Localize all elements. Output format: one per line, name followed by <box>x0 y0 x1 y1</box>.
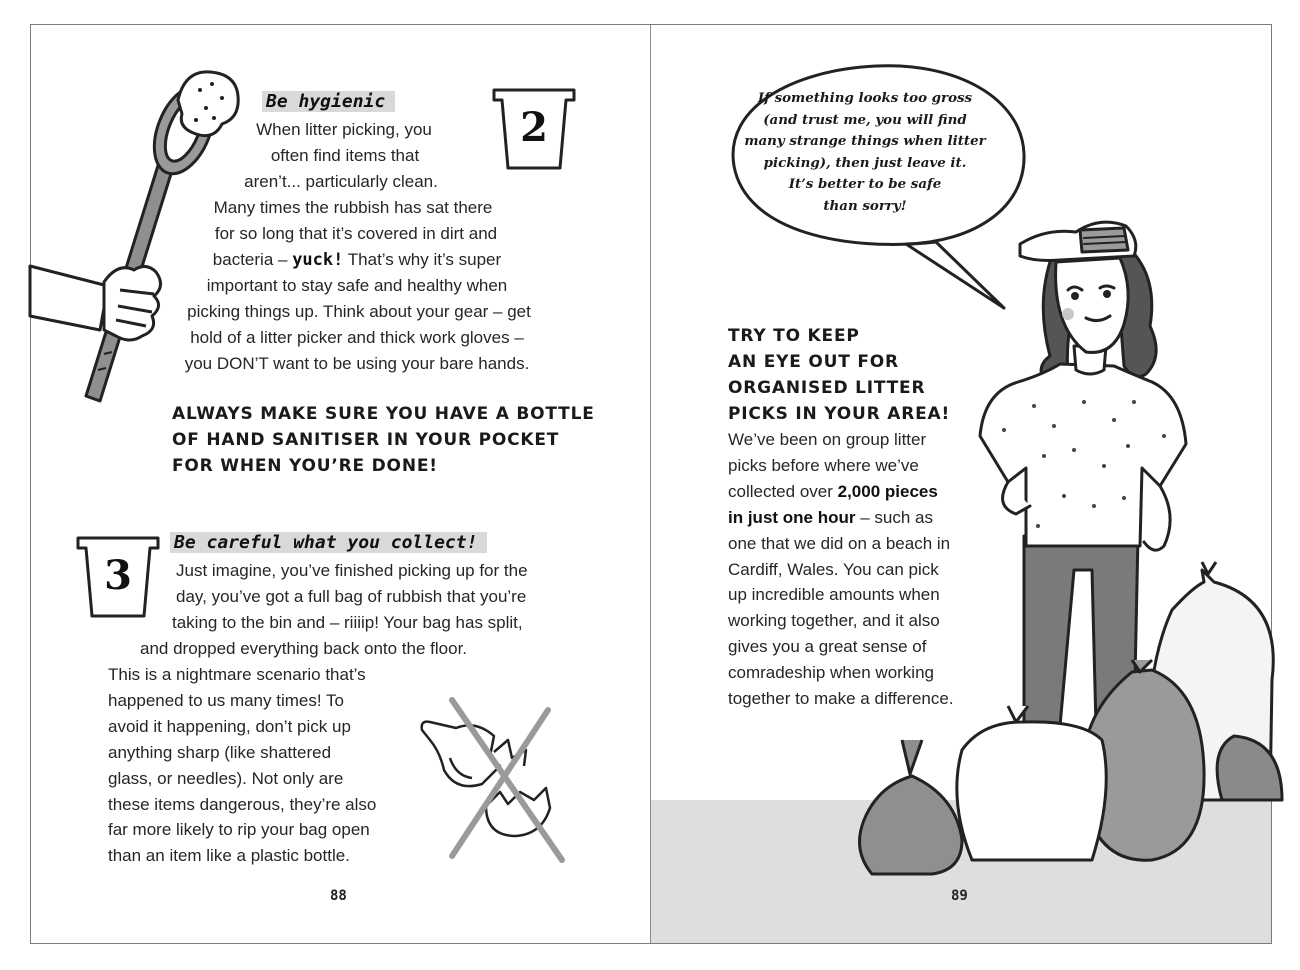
right-para-line: comradeship when working <box>728 663 934 683</box>
right-para-line: picks before where we’ve <box>728 455 919 475</box>
page-number-right: 89 <box>951 888 968 904</box>
tip-3-number-label: 3 <box>104 552 132 599</box>
right-para-line: We’ve been on group litter <box>728 430 927 449</box>
right-para-line: Cardiff, Wales. You can pick <box>728 559 939 579</box>
tip-2-number-label: 2 <box>520 104 548 151</box>
tip-2-line: picking things up. Think about your gear – get <box>187 302 531 322</box>
bold-duration: in just one hour <box>728 507 856 527</box>
tip-3-intro <box>140 558 560 662</box>
right-para-line: in just one hour – such as <box>728 507 933 527</box>
tip-3-line: far more likely to rip your bag open <box>108 820 370 840</box>
page-number-left: 88 <box>330 888 347 904</box>
tip-3-line: happened to us many times! To <box>108 690 344 710</box>
tip-2-line: Many times the rubbish has sat there <box>213 197 493 217</box>
right-para-line: one that we did on a beach in <box>728 533 951 553</box>
tip-2-line: aren’t... particularly clean. <box>244 171 438 191</box>
speech-bubble-text: If something looks too gross (and trust me, you will find many strange things when litter picking), then just leave it. It’s better to be safe than sorry! <box>744 90 986 214</box>
page-gutter <box>650 25 651 943</box>
tip-2-heading: Be hygienic <box>262 91 395 112</box>
tip-3-body <box>108 662 408 869</box>
tip-2-line: important to stay safe and healthy when <box>206 276 508 296</box>
tip-3-line: anything sharp (like shattered <box>108 742 332 762</box>
right-paragraph <box>728 427 988 712</box>
tip-3-line: day, you’ve got a full bag of rubbish that you’re <box>176 586 527 606</box>
tip-3-line: taking to the bin and – riiiip! Your bag has split, <box>172 612 523 632</box>
right-para-line: gives you a great sense of <box>728 637 927 657</box>
tip-2-body <box>170 117 550 377</box>
tip-2-line: often find items that <box>270 145 420 165</box>
tip-2-line: for so long that it’s covered in dirt and <box>214 223 498 243</box>
tip-3-line: glass, or needles). Not only are <box>108 768 344 788</box>
tip-3-line: Just imagine, you’ve finished picking up for the <box>176 561 528 580</box>
broken-bottle-icon <box>416 696 586 866</box>
tip-3-heading: Be careful what you collect! <box>170 532 487 553</box>
tip-3-line: than an item like a plastic bottle. <box>108 846 350 866</box>
tip-3-line: This is a nightmare scenario that’s <box>108 665 366 684</box>
right-para-line: together to make a difference. <box>728 689 954 709</box>
yuck-emphasis: yuck! <box>292 249 344 270</box>
tip-2-line: bacteria – yuck! That’s why it’s super <box>212 249 502 270</box>
tip-2-line: you DON’T want to be using your bare hands. <box>184 354 530 374</box>
tip-3-line: these items dangerous, they’re also <box>108 794 377 814</box>
tip-2-line: When litter picking, you <box>256 120 432 139</box>
right-para-line: working together, and it also <box>728 611 940 631</box>
right-para-line: collected over 2,000 pieces <box>728 481 938 501</box>
right-heading: TRY TO KEEP AN EYE OUT FOR ORGANISED LITTER PICKS IN YOUR AREA! <box>728 326 951 424</box>
sanitiser-note: ALWAYS MAKE SURE YOU HAVE A BOTTLE OF HAND SANITISER IN YOUR POCKET FOR WHEN YOU’RE DONE! <box>172 404 595 476</box>
tip-2-line: hold of a litter picker and thick work gloves – <box>190 328 524 348</box>
right-para-line: up incredible amounts when <box>728 585 940 605</box>
tip-3-line: and dropped everything back onto the floor. <box>140 638 468 658</box>
tip-3-line: avoid it happening, don’t pick up <box>108 716 351 736</box>
bold-count: 2,000 pieces <box>837 481 938 501</box>
